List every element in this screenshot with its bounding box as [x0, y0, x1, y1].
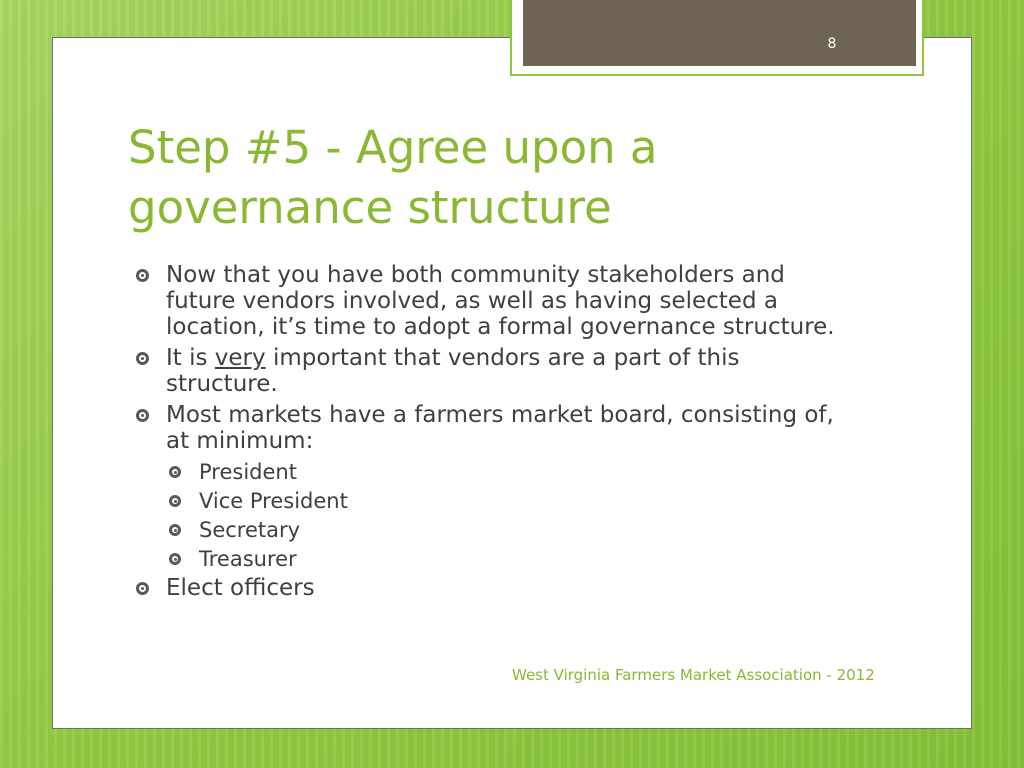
bullet-emphasis: very: [214, 345, 266, 371]
bullet-ring-icon: [169, 495, 181, 507]
bullet-text: Elect officers: [166, 575, 315, 601]
sub-bullet-text: Secretary: [199, 518, 301, 542]
bullet-list: [130, 262, 850, 606]
sub-bullet-text: Vice President: [199, 489, 348, 513]
bullet-ring-icon: [136, 352, 149, 365]
slide-number-tab: [523, 0, 916, 66]
sub-bullet-item: [163, 488, 850, 514]
bullet-ring-icon: [169, 466, 181, 478]
sub-bullet-item: [163, 517, 850, 543]
bullet-ring-icon: [136, 409, 149, 422]
slide-footer: West Virginia Farmers Market Association - 2012: [512, 666, 875, 684]
bullet-text: Most markets have a farmers market board, consisting of, at minimum:: [166, 402, 834, 454]
bullet-ring-icon: [169, 524, 181, 536]
slide-title: Step #5 - Agree upon a governance structure: [128, 121, 658, 234]
slide-number: 8: [827, 36, 837, 52]
sub-bullet-item: [163, 459, 850, 485]
sub-bullet-text: President: [199, 460, 297, 484]
bullet-item: [130, 262, 850, 340]
bullet-text-before: It is: [166, 345, 215, 371]
bullet-item: [130, 345, 850, 397]
bullet-ring-icon: [136, 269, 149, 282]
bullet-text-after: important that vendors are a part of this structure.: [166, 345, 740, 397]
bullet-text: Now that you have both community stakeholders and future vendors involved, as well as having selected a location, it’s time to adopt a formal governance structure.: [166, 262, 835, 340]
bullet-ring-icon: [169, 553, 181, 565]
sub-bullet-item: [163, 546, 850, 572]
bullet-item: [130, 402, 850, 454]
bullet-ring-icon: [136, 582, 149, 595]
sub-bullet-text: Treasurer: [199, 547, 297, 571]
bullet-item: [130, 575, 850, 601]
